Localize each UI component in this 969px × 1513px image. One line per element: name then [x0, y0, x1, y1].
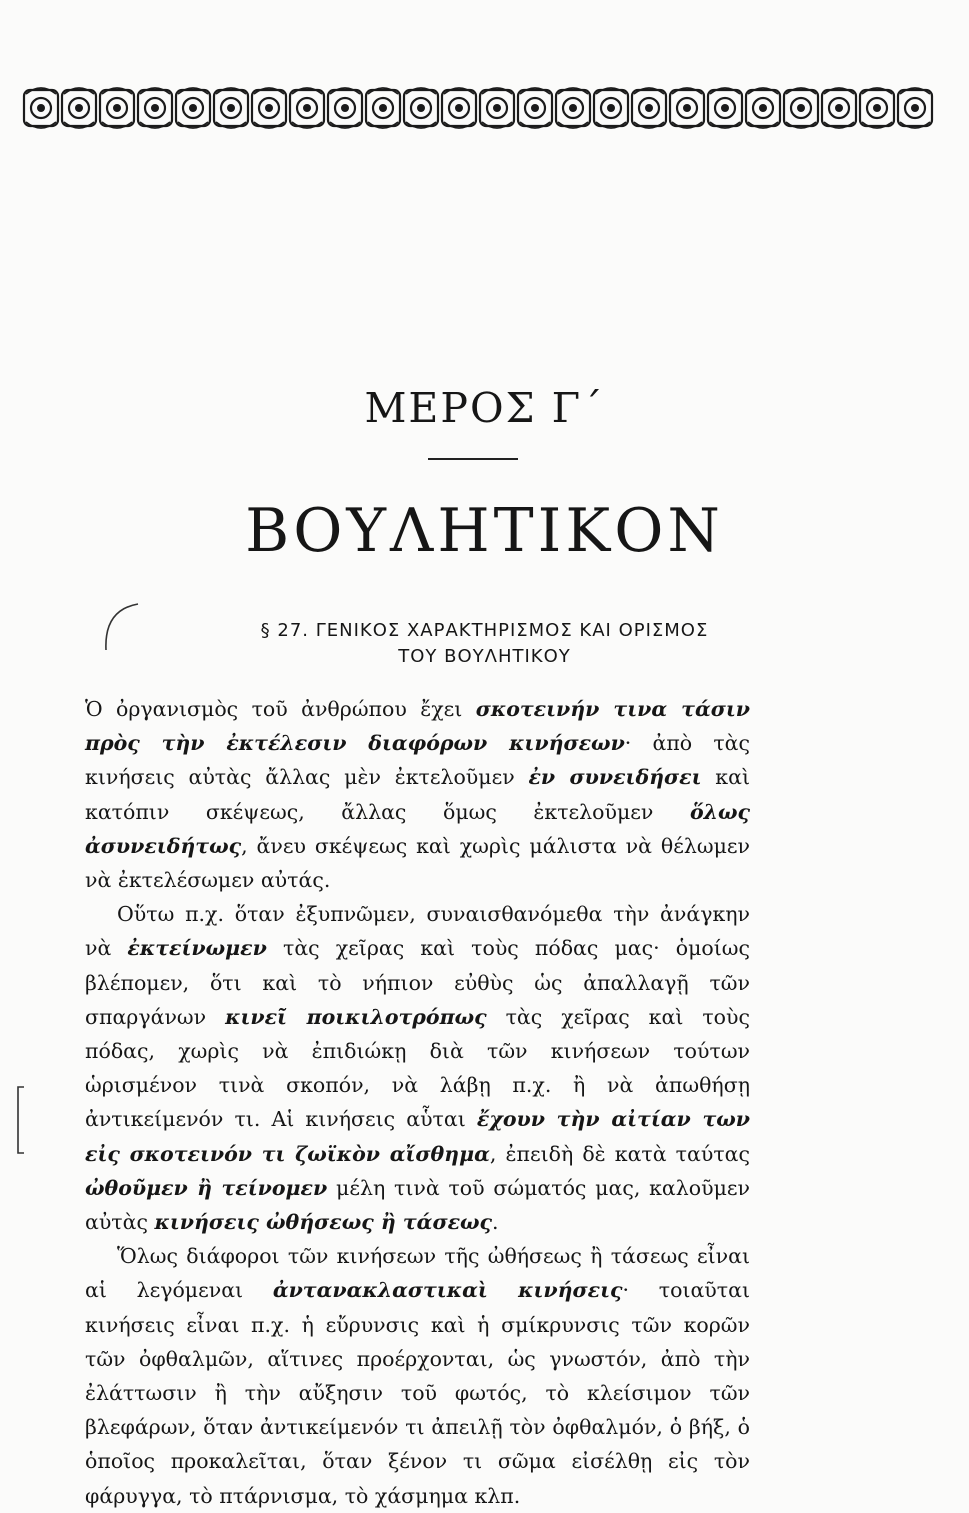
text-run: καὶ κατόπιν σκέψεως, ἄλλας ὅμως ἐκτελοῦμεν	[85, 765, 750, 824]
paragraph-2	[85, 897, 750, 1239]
text-run: , ἄνευ σκέψεως καὶ χωρὶς μάλιστα νὰ θέλωμεν νὰ ἐκτελέσωμεν αὐτάς.	[85, 833, 750, 893]
text-run: .	[492, 1210, 499, 1235]
part-heading: ΜΕΡΟΣ Γ΄	[364, 384, 605, 432]
section-heading-line-2: ΤΟΥ ΒΟΥΛΗΤΙΚΟΥ	[398, 646, 571, 667]
emphasis: ἐκτείνωμεν	[127, 936, 267, 961]
text-run: τὰς χεῖρας καὶ τοὺς πόδας, χωρὶς νὰ ἐπιδιώκῃ διὰ τῶν κινήσεων τούτων ὡρισμένον τινὰ σκοπόν, νὰ λάβῃ π.χ. ἢ νὰ ἀπωθήσῃ ἀντικείμενόν τι. Αἱ κινήσεις αὗται	[85, 1004, 750, 1132]
text-run: Ὅλως διάφοροι τῶν κινήσεων τῆς ὠθήσεως ἢ τάσεως εἶναι αἱ λεγόμεναι	[85, 1244, 750, 1303]
emphasis: ἀντανακλαστικαὶ κινήσεις	[272, 1278, 623, 1303]
text-run: · τοιαῦται κινήσεις εἶναι π.χ. ἡ εὔρυνσις καὶ ἡ σμίκρυνσις τῶν κορῶν τῶν ὀφθαλμῶν, αἵτινες προέρχονται, ὡς γνωστόν, ἀπὸ τὴν ἐλάττωσιν ἢ τὴν αὔξησιν τοῦ φωτός, τὸ κλείσιμον τῶν βλεφάρων, ὅταν ἀντικείμενόν τι ἀπειλῇ τὸν ὀφθαλμόν, ὁ βήξ, ὁ ὁποῖος προκαλεῖται, ὅταν ξένον τι σῶμα εἰσέλθῃ εἰς τὸν φάρυγγα, τὸ πτάρνισμα, τὸ χάσμημα κλπ.	[85, 1278, 750, 1508]
text-run: μέλη τινὰ τοῦ σώματός μας, καλοῦμεν αὐτὰς	[85, 1175, 750, 1235]
emphasis: σκοτεινήν τινα τάσιν πρὸς τὴν ἐκτέλεσιν διαφόρων κινήσεων	[85, 697, 750, 756]
ornamental-border	[22, 84, 958, 134]
heading-divider	[428, 458, 518, 460]
text-run: Ὁ ὀργανισμὸς τοῦ ἀνθρώπου ἔχει	[85, 697, 476, 721]
paragraph-1	[85, 692, 750, 897]
chapter-title: ΒΟΥΛΗΤΙΚΟΝ	[245, 496, 724, 566]
text-run: , ἐπειδὴ δὲ κατὰ ταύτας	[489, 1141, 750, 1166]
text-run: Οὕτω π.χ. ὅταν ἐξυπνῶμεν, συναισθανόμεθα τὴν ἀνάγκην νὰ	[85, 902, 750, 961]
paragraph-3	[85, 1239, 750, 1513]
emphasis: ὠθοῦμεν ἢ τείνομεν	[85, 1175, 328, 1200]
margin-bracket	[10, 1085, 30, 1155]
emphasis: κινεῖ ποικιλοτρόπως	[225, 1004, 487, 1029]
emphasis: κινήσεις ὠθήσεως ἢ τάσεως	[154, 1210, 493, 1235]
emphasis: ὅλως ἀσυνειδήτως	[85, 799, 750, 858]
section-heading-line-1: § 27. ΓΕΝΙΚΟΣ ΧΑΡΑΚΤΗΡΙΣΜΟΣ ΚΑΙ ΟΡΙΣΜΟΣ	[260, 620, 709, 641]
emphasis: ἔχουν τὴν αἰτίαν των εἰς σκοτεινόν τι ζωϊκὸν αἴσθημα	[85, 1107, 750, 1166]
text-run: τὰς χεῖρας καὶ τοὺς πόδας μας· ὁμοίως βλέπομεν, ὅτι καὶ τὸ νήπιον εὐθὺς ὡς ἀπαλλαγῇ τῶν σπαργάνων	[85, 936, 750, 1029]
section-heading	[0, 618, 969, 670]
text-run: · ἀπὸ τὰς κινήσεις αὐτὰς ἄλλας μὲν ἐκτελοῦμεν	[85, 731, 750, 790]
body-text	[85, 692, 750, 1513]
emphasis: ἐν συνειδήσει	[528, 765, 702, 790]
